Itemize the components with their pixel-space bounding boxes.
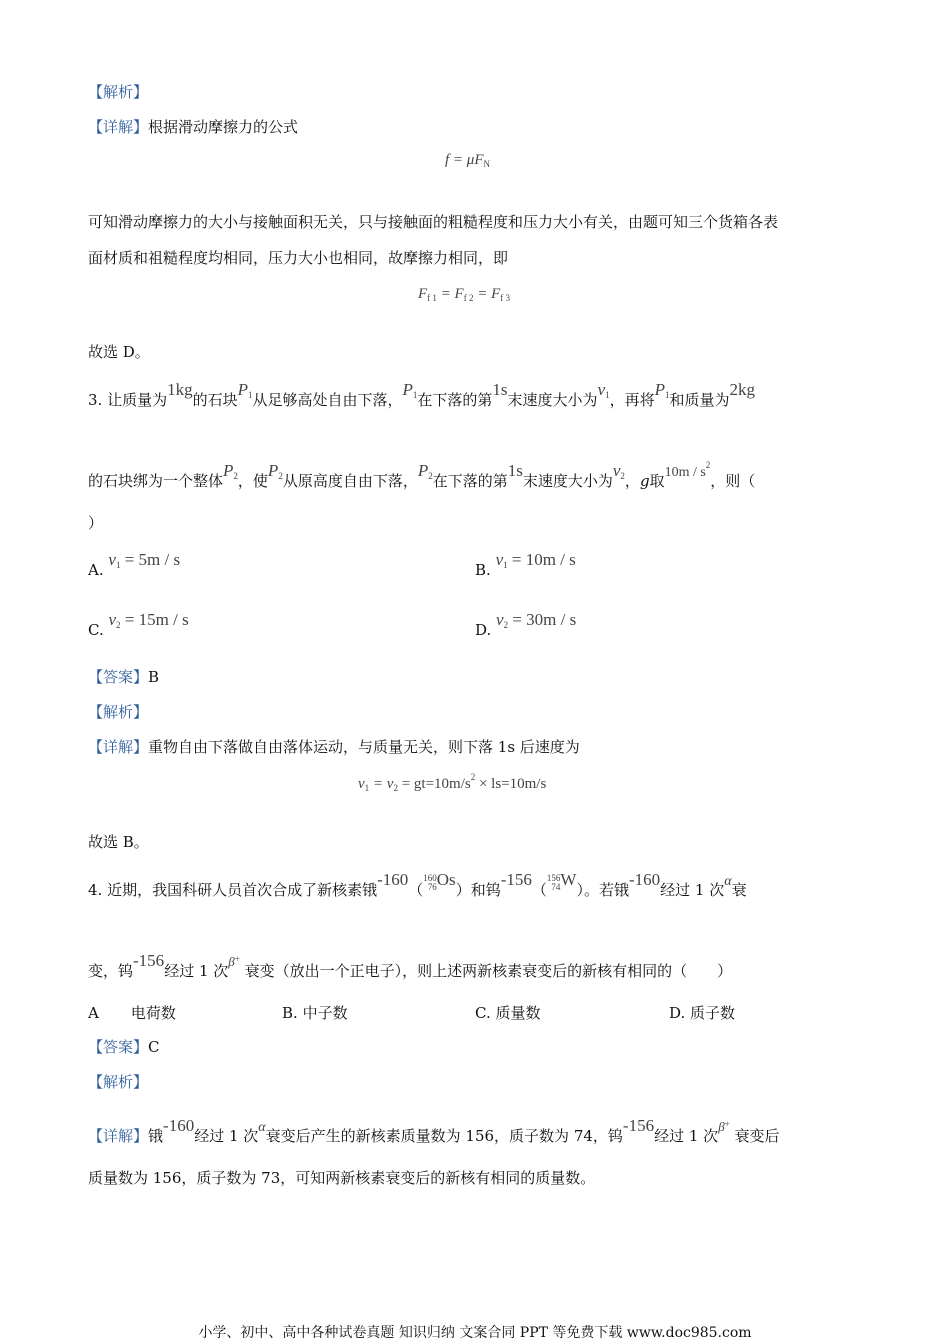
option-c[interactable]: C. 质量数 [475, 1004, 541, 1022]
question-4-line-2: 变，钨-156经过 1 次β+ 衰变（放出一个正电子），则上述两新核素衰变后的新核有相同的（ ） [88, 951, 733, 980]
detail-line [88, 117, 298, 137]
conclusion: 故选 B。 [88, 833, 149, 851]
paragraph-line: 面材质和祖糙程度均相同，压力大小也相同，故摩擦力相同，即 [88, 249, 509, 267]
detail-line: 【详解】锇-160经过 1 次α衰变后产生的新核素质量数为 156，质子数为 74，钨-156经过 1 次β+ 衰变后 [88, 1116, 780, 1145]
option-d[interactable]: D. 质子数 [669, 1004, 736, 1022]
option-a[interactable]: A 电荷数 [88, 1004, 176, 1022]
detail-line-2: 质量数为 156，质子数为 73，可知两新核素衰变后的新核有相同的质量数。 [88, 1169, 596, 1187]
answer-tag: 【答案】 [88, 1038, 149, 1056]
analysis-tag: 【解析】 [88, 1073, 149, 1091]
detail-line: 【详解】重物自由下落做自由落体运动，与质量无关，则下落 1s 后速度为 [88, 738, 580, 756]
question-3-line-2: 的石块绑为一个整体$P_2$，使$P_2$从原高度自由下落，$P_2$在下落的第1s末速度大小为$v_2$，g取$10m / s^2$，则（ [88, 460, 756, 490]
question-4-line-1: 4. 近期，我国科研人员首次合成了新核素锇-160（160 76Os）和钨-156（156 74W）。若锇-160经过 1 次α衰 [88, 870, 747, 899]
option-c[interactable]: C. $v_2 = 15m / s$ [88, 610, 189, 639]
answer-value: B [148, 668, 160, 686]
answer-value: C [148, 1038, 160, 1056]
answer-line [88, 667, 159, 687]
answer-line [88, 1037, 160, 1057]
answer-tag: 【答案】 [88, 668, 149, 686]
friction-equality: $F_{f 1} = F_{f 2} = F_{f 3}$ [418, 286, 511, 303]
footer-text: 小学、初中、高中各种试卷真题 知识归纳 文案合同 PPT 等免费下载 www.doc985.com [198, 1325, 752, 1341]
option-a[interactable]: A. $v_1 = 5m / s$ [88, 550, 181, 579]
detail-text: 根据滑动摩擦力的公式 [148, 118, 299, 136]
option-b[interactable]: B. 中子数 [282, 1004, 348, 1022]
paragraph-line: 可知滑动摩擦力的大小与接触面积无关，只与接触面的粗糙程度和压力大小有关，由题可知三个货箱各表 [88, 213, 779, 231]
option-d[interactable]: D. $v_2 = 30m / s$ [475, 610, 577, 639]
velocity-equation: $v_1 = v_2 = gt=10m/s^2 \times ls=10m/s$ [358, 772, 547, 793]
question-3-line-1: 3. 让质量为1kg的石块$P_1$从足够高处自由下落，$P_1$在下落的第1s末速度大小为$v_1$，再将$P_1$和质量为2kg [88, 380, 756, 409]
analysis-tag: 【解析】 [88, 83, 149, 101]
analysis-tag: 【解析】 [88, 703, 149, 721]
conclusion: 故选 D。 [88, 343, 150, 361]
option-b[interactable]: B. $v_1 = 10m / s$ [475, 550, 576, 579]
question-3-line-3: ） [88, 514, 104, 532]
friction-formula: $f = \mu F_N$ [445, 152, 490, 169]
detail-tag: 【详解】 [88, 118, 149, 136]
